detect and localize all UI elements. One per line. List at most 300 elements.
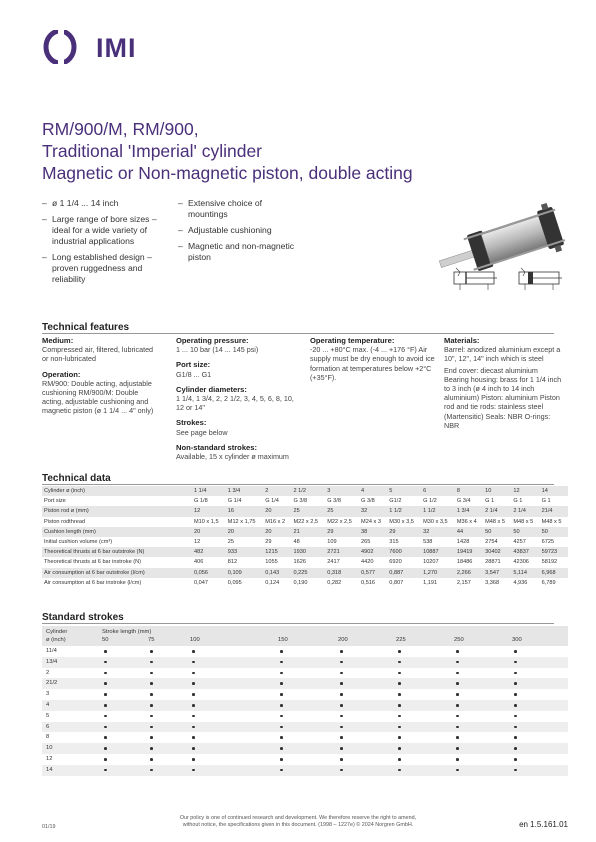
table-cell: M30 x 3,5 <box>423 518 448 525</box>
table-cell: 6725 <box>541 539 555 546</box>
availability-dot <box>192 650 195 653</box>
table-cell: 1,270 <box>421 568 455 578</box>
table-row <box>42 486 568 496</box>
cylinder-size: 21/2 <box>46 680 58 687</box>
availability-dot <box>104 769 107 772</box>
table-cell: 20 <box>226 527 263 537</box>
title-line-3: Magnetic or Non-magnetic piston, double acting <box>42 163 413 183</box>
table-cell: 0,516 <box>361 579 376 586</box>
footer-policy: Our policy is one of continued research and development. We therefore reserve the right to amend, without notice, the specifications given in this document. (1998 – 1227e) © 2024 Norgren GmbH. <box>179 815 417 828</box>
table-cell: 1 3/4 <box>455 506 483 516</box>
table-row <box>42 537 568 547</box>
table-cell: 29 <box>387 527 421 537</box>
availability-dot <box>398 769 401 772</box>
features-column-1: Medium: Compressed air, filtered, lubricated or non-lubricated Operation: RM/900: Double acting, adjustable cushioning RM/900/M: Double acting, adjustable cushioning and magnetic piston (ø 1 1/4 ... 4" only) <box>42 336 154 416</box>
table-cell: 19419 <box>455 547 483 557</box>
row-label: Piston rod ø (mm) <box>42 506 192 516</box>
document-code: en 1.5.161.01 <box>519 820 568 829</box>
bullet-item: – Large range of bore sizes – ideal for a wide variety of industrial applications <box>42 214 157 246</box>
bullet-item: – Adjustable cushioning <box>178 225 272 235</box>
table-cell: 4257 <box>513 539 526 546</box>
table-cell: 6,789 <box>541 579 556 586</box>
table-cell: 2 1/2 <box>291 486 325 496</box>
table-cell: 44 <box>455 527 483 537</box>
availability-dot <box>280 661 283 664</box>
imi-logo <box>42 30 142 64</box>
standard-strokes-table <box>42 626 568 776</box>
table-cell: 0,318 <box>325 568 359 578</box>
cylinder-size: 3 <box>46 691 50 698</box>
availability-dot <box>280 704 283 707</box>
table-row <box>42 517 568 527</box>
table-cell: M16 x 2 <box>265 518 286 525</box>
table-cell: 50 <box>483 527 511 537</box>
table-cell: 6920 <box>389 559 402 566</box>
availability-dot <box>280 693 283 696</box>
table-cell: 58192 <box>541 559 558 566</box>
availability-dot <box>514 704 517 707</box>
availability-dot <box>398 715 401 718</box>
availability-dot <box>280 682 283 685</box>
availability-dot <box>280 715 283 718</box>
table-cell: 12 <box>194 539 201 546</box>
table-cell: G 1/2 <box>423 498 437 505</box>
availability-dot <box>398 672 401 675</box>
table-cell: M22 x 2,5 <box>293 518 319 525</box>
availability-dot <box>104 747 107 750</box>
table-cell: 2417 <box>327 559 340 566</box>
row-label: Piston rodthread <box>44 518 86 525</box>
table-cell: M30 x 3,5 <box>389 518 414 525</box>
table-cell: 4420 <box>361 559 374 566</box>
table-cell: 25 <box>291 506 325 516</box>
availability-dot <box>104 726 107 729</box>
table-cell: 1215 <box>263 547 291 557</box>
table-row <box>42 527 568 537</box>
table-cell: 538 <box>423 539 433 546</box>
table-cell: 10207 <box>423 559 439 566</box>
table-cell: 32 <box>421 527 455 537</box>
title-line-2: Traditional 'Imperial' cylinder <box>42 141 263 161</box>
strokes-row <box>42 732 568 743</box>
availability-dot <box>340 747 343 750</box>
table-cell: 0,225 <box>291 568 325 578</box>
table-cell: 50 <box>540 527 568 537</box>
availability-dot <box>104 650 107 653</box>
table-cell: 0,109 <box>226 568 263 578</box>
cylinder-size: 13/4 <box>46 658 58 665</box>
table-cell: 12 <box>192 506 226 516</box>
availability-dot <box>150 758 153 761</box>
availability-dot <box>456 715 459 718</box>
table-cell: 1055 <box>265 559 278 566</box>
cylinder-size: 4 <box>46 701 50 708</box>
availability-dot <box>150 672 153 675</box>
availability-dot <box>514 672 517 675</box>
table-cell: 3 <box>325 486 359 496</box>
table-cell: G 3/8 <box>293 498 308 505</box>
table-cell: 1626 <box>293 559 306 566</box>
availability-dot <box>398 661 401 664</box>
section-divider <box>42 484 554 485</box>
table-cell: 2,266 <box>455 568 483 578</box>
table-cell: 25 <box>227 539 235 546</box>
table-cell: 4,936 <box>513 579 528 586</box>
magnetic-cylinder-symbol-icon <box>515 266 563 292</box>
availability-dot <box>340 661 343 664</box>
table-cell: 2,157 <box>456 579 471 586</box>
stroke-value-header: 100 <box>190 637 200 643</box>
bullet-item: – Magnetic and non-magnetic piston <box>178 241 295 262</box>
availability-dot <box>150 704 153 707</box>
bullet-item: – Long established design – proven ruggedness and reliability <box>42 252 152 284</box>
table-row <box>42 547 568 557</box>
availability-dot <box>192 726 195 729</box>
availability-dot <box>280 726 283 729</box>
row-label: Cylinder ø (inch) <box>42 486 192 496</box>
table-cell: 0,887 <box>387 568 421 578</box>
availability-dot <box>104 704 107 707</box>
availability-dot <box>456 672 459 675</box>
bullet-item: – Extensive choice of mountings <box>178 198 263 219</box>
technical-data-table <box>42 486 568 588</box>
availability-dot <box>398 704 401 707</box>
availability-dot <box>104 661 107 664</box>
strokes-row <box>42 678 568 689</box>
footer-date: 01/19 <box>42 824 56 830</box>
section-divider <box>42 333 554 334</box>
availability-dot <box>150 682 153 685</box>
table-cell: 30402 <box>483 547 511 557</box>
availability-dot <box>456 704 459 707</box>
table-cell: 14 <box>540 486 568 496</box>
availability-dot <box>150 736 153 739</box>
table-cell: 25 <box>325 506 359 516</box>
availability-dot <box>104 693 107 696</box>
table-cell: 42306 <box>513 559 529 566</box>
row-label: Initial cushion volume (cm³) <box>44 539 113 546</box>
table-cell: 43837 <box>511 547 539 557</box>
availability-dot <box>456 682 459 685</box>
cylinder-size: 14 <box>46 766 53 773</box>
table-cell: 38 <box>359 527 387 537</box>
table-cell: 2 <box>263 486 291 496</box>
availability-dot <box>456 747 459 750</box>
table-cell: 5 <box>387 486 421 496</box>
table-cell: 482 <box>192 547 226 557</box>
table-cell: 1,191 <box>423 579 438 586</box>
availability-dot <box>192 747 195 750</box>
table-cell: G1/2 <box>389 498 402 505</box>
table-cell: 2754 <box>485 539 498 546</box>
availability-dot <box>340 682 343 685</box>
table-cell: 12 <box>511 486 539 496</box>
table-cell: M48 x 5 <box>541 518 562 525</box>
feature-bullets-right <box>178 198 303 268</box>
table-cell: M10 x 1,5 <box>194 518 219 525</box>
availability-dot <box>514 758 517 761</box>
availability-dot <box>104 736 107 739</box>
cylinder-size: 2 <box>46 669 50 676</box>
availability-dot <box>398 726 401 729</box>
table-cell: 1428 <box>456 539 470 546</box>
table-cell: 20 <box>263 506 291 516</box>
table-cell: 933 <box>226 547 263 557</box>
table-cell: M48 x 5 <box>513 518 534 525</box>
table-cell: G 3/8 <box>361 498 375 505</box>
table-row <box>42 506 568 516</box>
table-cell: 0,190 <box>293 579 308 586</box>
availability-dot <box>514 682 517 685</box>
availability-dot <box>340 650 343 653</box>
availability-dot <box>340 672 343 675</box>
table-cell: 1 3/4 <box>226 486 263 496</box>
availability-dot <box>340 758 343 761</box>
row-label: Port size <box>44 498 66 505</box>
features-column-2: Operating pressure: 1 ... 10 bar (14 ... 145 psi) Port size: G1/8 ... G1 Cylinder diameters: 1 1/4, 1 3/4, 2, 2 1/2, 3, 4, 5, 6, 8, 10, 12 or 14" Strokes: See page below Non-standard strokes: Available, 15 x cylinder ø maximum <box>176 336 294 462</box>
availability-dot <box>192 715 195 718</box>
stroke-length-label: Stroke length (mm) <box>102 629 152 635</box>
availability-dot <box>456 661 459 664</box>
availability-dot <box>340 736 343 739</box>
table-cell: 18486 <box>456 559 473 566</box>
availability-dot <box>456 769 459 772</box>
availability-dot <box>398 736 401 739</box>
strokes-row <box>42 646 568 657</box>
table-cell: 4902 <box>359 547 387 557</box>
cylinder-size: 6 <box>46 723 50 730</box>
stroke-value-header: 300 <box>512 637 522 643</box>
standard-strokes-heading: Standard strokes <box>42 612 124 623</box>
table-cell: 0,143 <box>263 568 291 578</box>
table-cell: 3,368 <box>485 579 500 586</box>
table-cell: 1930 <box>291 547 325 557</box>
availability-dot <box>514 693 517 696</box>
table-cell: 2 1/4 <box>483 506 511 516</box>
table-cell: 1 1/2 <box>387 506 421 516</box>
cylinder-size: 5 <box>46 712 50 719</box>
availability-dot <box>398 758 401 761</box>
table-cell: 10887 <box>421 547 455 557</box>
table-cell: 20 <box>263 527 291 537</box>
stroke-value-header: 200 <box>338 637 348 643</box>
table-cell: 6,968 <box>540 568 568 578</box>
table-cell: 8 <box>455 486 483 496</box>
table-cell: 32 <box>359 506 387 516</box>
availability-dot <box>514 715 517 718</box>
availability-dot <box>398 650 401 653</box>
table-cell: 0,095 <box>227 579 242 586</box>
availability-dot <box>398 693 401 696</box>
bullet-item: – ø 1 1/4 ... 14 inch <box>42 198 119 208</box>
availability-dot <box>192 704 195 707</box>
availability-dot <box>150 769 153 772</box>
features-column-3: Operating temperature: -20 ... +80°C max. (-4 ... +176 °F) Air supply must be dry enough to avoid ice formation at temperatures below +2°C (+35°F). <box>310 336 435 382</box>
strokes-row <box>42 711 568 722</box>
stroke-value-header: 250 <box>454 637 464 643</box>
table-cell: M36 x 4 <box>456 518 477 525</box>
availability-dot <box>192 758 195 761</box>
feature-bullets-left <box>42 198 167 290</box>
availability-dot <box>514 726 517 729</box>
availability-dot <box>514 747 517 750</box>
availability-dot <box>192 661 195 664</box>
table-cell: M22 x 2,5 <box>327 518 352 525</box>
stroke-value-header: 75 <box>148 637 155 643</box>
row-label: Theoretical thrusts at 6 bar outstroke (N) <box>42 547 192 557</box>
table-cell: 0,056 <box>192 568 226 578</box>
table-cell: G 1/4 <box>265 498 279 505</box>
cylinder-size: 11/4 <box>46 648 57 654</box>
availability-dot <box>280 650 283 653</box>
table-cell: 7600 <box>387 547 421 557</box>
strokes-row <box>42 722 568 733</box>
availability-dot <box>280 672 283 675</box>
table-cell: 48 <box>293 539 300 546</box>
availability-dot <box>398 682 401 685</box>
table-cell: 16 <box>226 506 263 516</box>
stroke-value-header: 150 <box>278 637 288 643</box>
table-cell: G 1 <box>485 498 495 505</box>
table-cell: G 3/8 <box>327 498 341 505</box>
table-cell: 59723 <box>540 547 568 557</box>
table-cell: 3,547 <box>483 568 511 578</box>
availability-dot <box>514 769 517 772</box>
cylinder-size: 8 <box>46 734 50 741</box>
table-cell: 5,114 <box>511 568 539 578</box>
availability-dot <box>192 672 195 675</box>
strokes-row <box>42 689 568 700</box>
cylinder-label: Cylinder <box>46 629 68 635</box>
strokes-row <box>42 657 568 668</box>
table-cell: M24 x 3 <box>361 518 381 525</box>
availability-dot <box>514 650 517 653</box>
availability-dot <box>340 715 343 718</box>
table-cell: 50 <box>511 527 539 537</box>
table-cell: 21 <box>291 527 325 537</box>
availability-dot <box>150 661 153 664</box>
strokes-row <box>42 765 568 776</box>
table-cell: G 1 <box>513 498 523 505</box>
availability-dot <box>340 704 343 707</box>
availability-dot <box>104 672 107 675</box>
page-title <box>42 118 562 184</box>
imi-logo-ring-icon <box>42 30 92 64</box>
stroke-value-header: 50 <box>102 637 109 643</box>
table-cell: 4 <box>359 486 387 496</box>
availability-dot <box>104 682 107 685</box>
table-cell: M48 x 5 <box>485 518 506 525</box>
availability-dot <box>150 726 153 729</box>
availability-dot <box>456 726 459 729</box>
table-cell: 29 <box>325 527 359 537</box>
availability-dot <box>280 736 283 739</box>
table-cell: 812 <box>227 559 238 566</box>
table-cell: 265 <box>361 539 371 546</box>
table-cell: G 1/4 <box>227 498 242 505</box>
table-cell: 10 <box>483 486 511 496</box>
availability-dot <box>150 650 153 653</box>
table-cell: 2721 <box>325 547 359 557</box>
table-cell: 28871 <box>485 559 501 566</box>
table-cell: 6 <box>421 486 455 496</box>
cylinder-unit: ø (inch) <box>46 637 66 643</box>
table-cell: 406 <box>194 559 204 566</box>
table-cell: 1 1/2 <box>421 506 455 516</box>
non-magnetic-cylinder-symbol-icon <box>450 266 498 292</box>
availability-dot <box>456 758 459 761</box>
table-cell: 0,807 <box>389 579 404 586</box>
table-row <box>42 496 568 506</box>
table-cell: 0,282 <box>327 579 342 586</box>
availability-dot <box>456 650 459 653</box>
availability-dot <box>192 736 195 739</box>
availability-dot <box>398 747 401 750</box>
table-row <box>42 578 568 588</box>
table-cell: 1 1/4 <box>192 486 226 496</box>
availability-dot <box>280 747 283 750</box>
availability-dot <box>104 715 107 718</box>
table-cell: 0,047 <box>194 579 208 586</box>
table-row <box>42 568 568 578</box>
availability-dot <box>192 769 195 772</box>
availability-dot <box>192 693 195 696</box>
technical-data-heading: Technical data <box>42 473 111 484</box>
strokes-header <box>42 626 568 646</box>
availability-dot <box>150 747 153 750</box>
availability-dot <box>514 661 517 664</box>
availability-dot <box>340 769 343 772</box>
table-cell: 2 1/4 <box>511 506 539 516</box>
table-cell: 21/4 <box>540 506 568 516</box>
strokes-row <box>42 700 568 711</box>
row-label: Air consumption at 6 bar outstroke (l/cm) <box>42 568 192 578</box>
availability-dot <box>192 682 195 685</box>
strokes-row <box>42 668 568 679</box>
section-divider <box>42 623 554 624</box>
features-column-4: Materials: Barrel: anodized aluminium except a 10", 12", 14" inch which is steel End cover: diecast aluminium Bearing housing: brass for 1 1/4 inch to 3 inch (ø 4 inch to 14 inch aluminium) Piston: aluminium Piston rod and tie rods: stainless steel (Martensitic) Seals: NBR O-rings: NBR <box>444 336 562 430</box>
availability-dot <box>104 758 107 761</box>
table-cell: 0,124 <box>265 579 280 586</box>
row-label: Air consumption at 6 bar instroke (l/cm) <box>44 579 142 586</box>
logo-text: IMI <box>96 33 137 63</box>
technical-features-heading: Technical features <box>42 322 130 333</box>
availability-dot <box>514 736 517 739</box>
availability-dot <box>280 769 283 772</box>
title-line-1: RM/900/M, RM/900, <box>42 119 199 139</box>
row-label: Cushion length (mm) <box>42 527 192 537</box>
cylinder-size: 10 <box>46 745 53 752</box>
availability-dot <box>456 693 459 696</box>
strokes-row <box>42 754 568 765</box>
availability-dot <box>150 715 153 718</box>
table-cell: 0,577 <box>359 568 387 578</box>
strokes-row <box>42 743 568 754</box>
table-cell: G 1/8 <box>194 498 208 505</box>
availability-dot <box>340 726 343 729</box>
table-cell: 109 <box>327 539 337 546</box>
stroke-value-header: 225 <box>396 637 406 643</box>
table-cell: G 3/4 <box>456 498 471 505</box>
availability-dot <box>456 736 459 739</box>
row-label: Theoretical thrusts at 6 bar instroke (N) <box>44 559 141 566</box>
availability-dot <box>280 758 283 761</box>
table-cell: G 1 <box>541 498 551 505</box>
availability-dot <box>340 693 343 696</box>
cylinder-size: 12 <box>46 755 53 762</box>
table-row <box>42 557 568 567</box>
table-cell: 29 <box>265 539 272 546</box>
